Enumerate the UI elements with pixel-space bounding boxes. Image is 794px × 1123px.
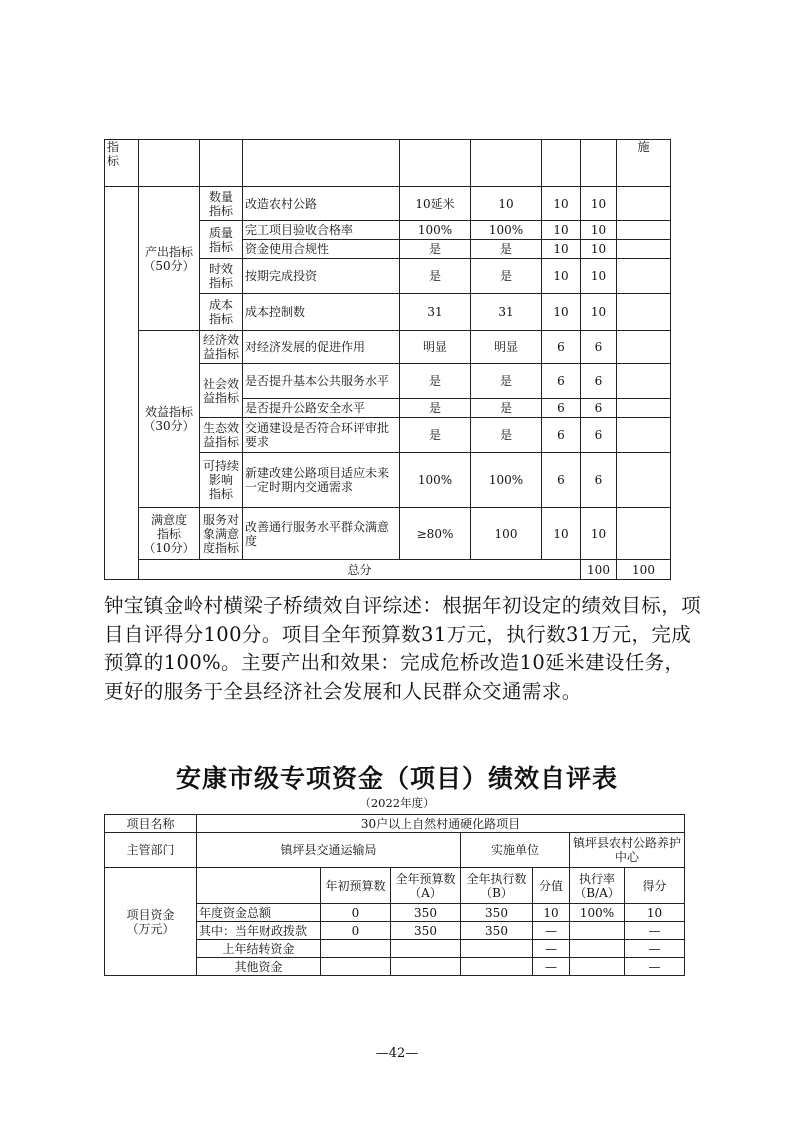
header-initial-budget: 年初预算数 — [321, 868, 391, 904]
weight-value: 6 — [542, 418, 581, 453]
exec-value — [461, 958, 533, 976]
form-title: 安康市级专项资金（项目）绩效自评表 — [175, 764, 618, 793]
header-exec-rate: 执行率 （B/A） — [570, 868, 625, 904]
initial-value — [321, 958, 391, 976]
actual-value: 100% — [471, 221, 542, 240]
fund-row-label: 年度资金总额 — [197, 904, 321, 922]
indicator-blank-cell — [105, 187, 139, 580]
indicator-name: 是否提升基本公共服务水平 — [243, 364, 400, 399]
score-value: 6 — [581, 453, 617, 508]
dept-label: 主管部门 — [105, 833, 197, 868]
indicator-name: 成本控制数 — [243, 294, 400, 331]
budget-value: 350 — [391, 904, 461, 922]
weight-value: 10 — [542, 259, 581, 294]
category-cell: 社会效 益指标 — [200, 364, 243, 418]
score-value: 6 — [581, 399, 617, 418]
category-cell: 时效 指标 — [200, 259, 243, 294]
actual-value: 是 — [471, 399, 542, 418]
category-cell: 可持续 影响 指标 — [200, 453, 243, 508]
actual-value: 31 — [471, 294, 542, 331]
table-row — [105, 140, 671, 187]
category-cell: 数量 指标 — [200, 187, 243, 221]
weight-value: 10 — [542, 221, 581, 240]
table-row — [105, 331, 671, 364]
score-value: 10 — [581, 294, 617, 331]
budget-value — [391, 940, 461, 958]
indicator-name: 改善通行服务水平群众满意度 — [243, 508, 400, 560]
score-value: 6 — [581, 331, 617, 364]
measures-col-label: 施 — [617, 140, 671, 187]
rate-value: 100% — [570, 904, 625, 922]
total-label: 总分 — [139, 560, 581, 580]
weight-value: 6 — [542, 331, 581, 364]
category-cell: 成本 指标 — [200, 294, 243, 331]
actual-value: 是 — [471, 418, 542, 453]
initial-value — [321, 940, 391, 958]
weight-value: 6 — [542, 399, 581, 418]
category-cell: 经济效 益指标 — [200, 331, 243, 364]
initial-value: 0 — [321, 922, 391, 940]
impl-label: 实施单位 — [461, 833, 570, 868]
page-number: —42— — [375, 1046, 419, 1061]
weight-value: 6 — [542, 364, 581, 399]
weight-value: 6 — [542, 453, 581, 508]
satisfaction-indicator-label: 满意度 指标 （10分） — [139, 508, 200, 560]
total-row — [105, 560, 671, 580]
indicator-name: 交通建设是否符合环评审批要求 — [243, 418, 400, 453]
weight-value: 10 — [542, 294, 581, 331]
output-indicator-label: 产出指标 （50分） — [139, 187, 200, 331]
weight-value: — — [533, 940, 570, 958]
target-value: 10延米 — [400, 187, 471, 221]
exec-value: 350 — [461, 922, 533, 940]
header-score: 得分 — [625, 868, 685, 904]
initial-value: 0 — [321, 904, 391, 922]
table-row — [105, 868, 685, 904]
table-row — [105, 508, 671, 560]
table-row — [105, 815, 685, 833]
performance-indicator-table — [104, 139, 671, 580]
indicator-name: 按期完成投资 — [243, 259, 400, 294]
form-year: （2022年度） — [359, 796, 435, 810]
indicator-name: 资金使用合规性 — [243, 240, 400, 259]
funds-label: 项目资金 （万元） — [105, 868, 197, 976]
score-value: 10 — [625, 904, 685, 922]
weight-value: — — [533, 922, 570, 940]
actual-value: 明显 — [471, 331, 542, 364]
indicator-name: 新建改建公路项目适应未来一定时期内交通需求 — [243, 453, 400, 508]
total-weight: 100 — [581, 560, 617, 580]
target-value: 是 — [400, 399, 471, 418]
weight-value: 10 — [542, 187, 581, 221]
score-value: 6 — [581, 418, 617, 453]
target-value: 是 — [400, 240, 471, 259]
project-name-label: 项目名称 — [105, 815, 197, 833]
weight-value: 10 — [542, 240, 581, 259]
category-cell: 生态效 益指标 — [200, 418, 243, 453]
category-cell: 质量 指标 — [200, 221, 243, 259]
target-value: ≥80% — [400, 508, 471, 560]
table-row — [105, 187, 671, 221]
actual-value: 10 — [471, 187, 542, 221]
weight-value: 10 — [533, 904, 570, 922]
exec-value: 350 — [461, 904, 533, 922]
score-value: — — [625, 958, 685, 976]
target-value: 100% — [400, 221, 471, 240]
weight-value: 10 — [542, 508, 581, 560]
budget-value — [391, 958, 461, 976]
fund-row-label: 其他资金 — [197, 958, 321, 976]
score-value: 10 — [581, 221, 617, 240]
actual-value: 是 — [471, 259, 542, 294]
actual-value: 是 — [471, 240, 542, 259]
actual-value: 100% — [471, 453, 542, 508]
rate-value — [570, 922, 625, 940]
score-value: 10 — [581, 187, 617, 221]
indicator-name: 对经济发展的促进作用 — [243, 331, 400, 364]
self-evaluation-summary: 钟宝镇金岭村横梁子桥绩效自评综述：根据年初设定的绩效目标，项目自评得分100分。项目全年预算数31万元，执行数31万元，完成预算的100%。主要产出和效果：完成危桥改造10延米建设任务，更好的服务于全县经济社会发展和人民群众交通需求。 — [104, 594, 702, 703]
target-value: 是 — [400, 364, 471, 399]
indicator-name: 是否提升公路安全水平 — [243, 399, 400, 418]
fund-row-label: 上年结转资金 — [197, 940, 321, 958]
header-weight: 分值 — [533, 868, 570, 904]
target-value: 是 — [400, 259, 471, 294]
rate-value — [570, 958, 625, 976]
score-value: 10 — [581, 508, 617, 560]
target-value: 明显 — [400, 331, 471, 364]
target-value: 100% — [400, 453, 471, 508]
total-score: 100 — [617, 560, 671, 580]
rate-value — [570, 940, 625, 958]
funds-evaluation-table — [104, 814, 685, 976]
score-value: — — [625, 940, 685, 958]
impl-value: 镇坪县农村公路养护中心 — [570, 833, 685, 868]
fund-row-label: 其中：当年财政拨款 — [197, 922, 321, 940]
target-value: 31 — [400, 294, 471, 331]
header-annual-budget: 全年预算数 （A） — [391, 868, 461, 904]
indicator-col-label: 指 标 — [105, 140, 139, 187]
project-name-value: 30户以上自然村通硬化路项目 — [197, 815, 685, 833]
table-row — [105, 833, 685, 868]
score-value: 6 — [581, 364, 617, 399]
category-cell: 服务对 象满意 度指标 — [200, 508, 243, 560]
indicator-name: 改造农村公路 — [243, 187, 400, 221]
effect-indicator-label: 效益指标 （30分） — [139, 331, 200, 508]
score-value: 10 — [581, 240, 617, 259]
budget-value: 350 — [391, 922, 461, 940]
target-value: 是 — [400, 418, 471, 453]
dept-value: 镇坪县交通运输局 — [197, 833, 461, 868]
header-annual-exec: 全年执行数 （B） — [461, 868, 533, 904]
score-value: 10 — [581, 259, 617, 294]
exec-value — [461, 940, 533, 958]
score-value: — — [625, 922, 685, 940]
weight-value: — — [533, 958, 570, 976]
actual-value: 是 — [471, 364, 542, 399]
indicator-name: 完工项目验收合格率 — [243, 221, 400, 240]
actual-value: 100 — [471, 508, 542, 560]
